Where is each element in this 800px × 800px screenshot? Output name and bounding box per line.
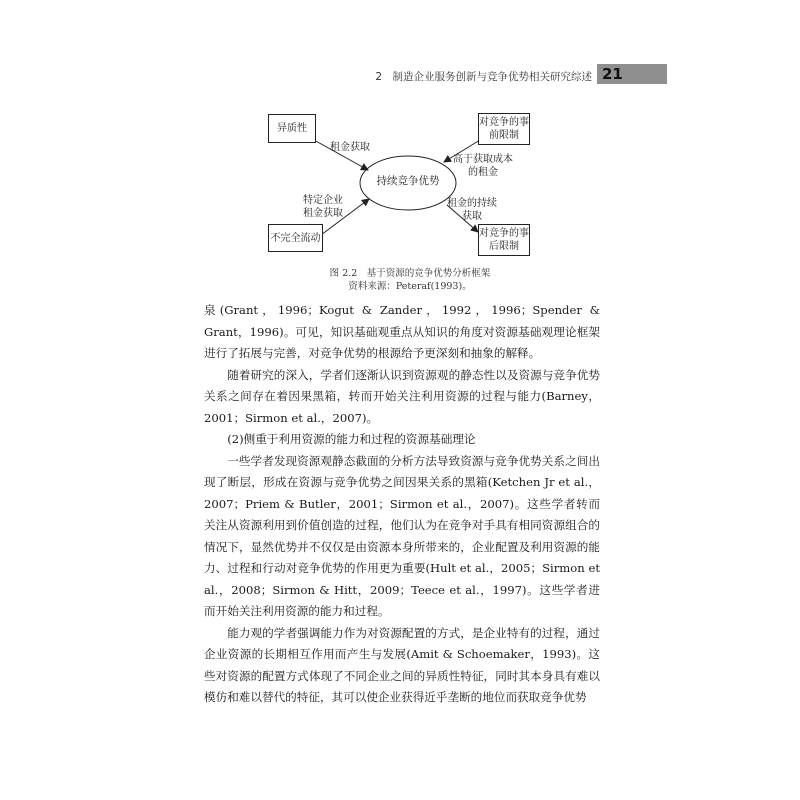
label-rent: 租金获取 [330, 142, 370, 153]
paragraph-2: 随着研究的深入，学者们逐渐认识到资源观的静态性以及资源与竞争优势关系之间存在着因果黑箱，转而开始关注利用资源的过程与能力(Barney，2001；Sirmon et al.，2007)。 [204, 367, 600, 425]
section-heading: (2)侧重于利用资源的能力和过程的资源基础理论 [227, 432, 476, 446]
body-text [204, 300, 600, 709]
center-label: 持续竞争优势 [376, 175, 440, 187]
figure-source: 资料来源：Peteraf(1993)。 [348, 281, 472, 292]
box-ex-post-limits: 对竞争的事 后限制 [478, 224, 530, 256]
figure-rbv-framework [0, 0, 800, 300]
label-sustained: 租金的持续 获取 [447, 198, 497, 222]
paragraph-4: 能力观的学者强调能力作为对资源配置的方式，是企业特有的过程，通过企业资源的长期相互作用而产生与发展(Amit & Schoemaker，1993)。这些对资源的配置方式体现了不同企业之间的异质性特征，同时其本身具有难以模仿和难以替代的特征，其可以使企业获得近乎垄断的地位而获取竞争优势 [204, 625, 600, 704]
running-header: 2 制造企业服务创新与竞争优势相关研究综述 [375, 71, 592, 83]
figure-caption: 图 2.2 基于资源的竞争优势分析框架 [329, 268, 491, 279]
label-above-cost: 高于获取成本 的租金 [453, 154, 513, 178]
box-ex-ante-limits: 对竞争的事 前限制 [478, 113, 530, 145]
box-imperfect-mobility: 不完全流动 [268, 224, 323, 252]
box-heterogeneity: 异质性 [268, 114, 316, 143]
paragraph-1: 泉(Grant，1996；Kogut & Zander，1992，1996；Spender & Grant，1996)。可见，知识基础观重点从知识的角度对资源基础观理论框架进行了拓展与完善，对竞争优势的根源给予更深刻和抽象的解释。 [204, 303, 600, 360]
page-number: 21 [602, 65, 623, 83]
label-specific-rent: 特定企业 租金获取 [303, 195, 343, 219]
figure-diagram [0, 0, 800, 300]
paragraph-3: 一些学者发现资源观静态截面的分析方法导致资源与竞争优势关系之间出现了断层，形成在资源与竞争优势之间因果关系的黑箱(Ketchen Jr et al.，2007；Priem & Butler，2001；Sirmon et al.，2007)。这些学者转而关注从资源利用到价值创造的过程，他们认为在竞争对手具有相同资源组合的情况下，显然优势并不仅仅是由资源本身所带来的，企业配置及利用资源的能力、过程和行动对竞争优势的作用更为重要(Hult et al.，2005；Sirmon et al.，2008；Sirmon & Hitt，2009；Teece et al.，1997)。这些学者进而开始关注利用资源的能力和过程。 [204, 453, 600, 618]
